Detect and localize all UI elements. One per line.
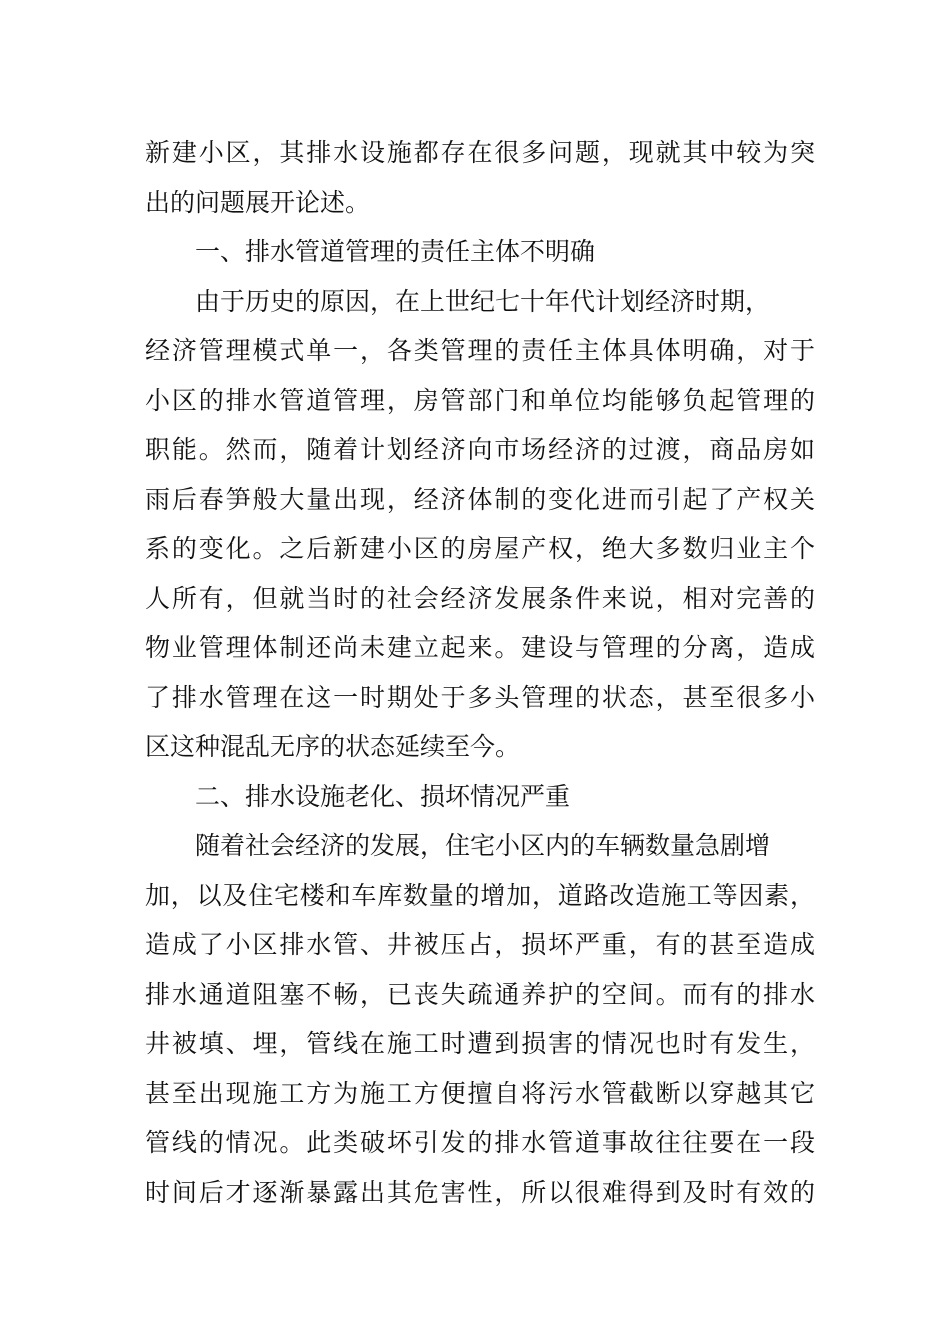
text-line: 时间后才逐渐暴露出其危害性，所以很难得到及时有效的 bbox=[145, 1177, 815, 1207]
text-line: 区这种混乱无序的状态延续至今。 bbox=[145, 732, 521, 761]
text-line: 物业管理体制还尚未建立起来。建设与管理的分离，造成 bbox=[145, 633, 815, 662]
text-line: 排水通道阻塞不畅，已丧失疏通养护的空间。而有的排水 bbox=[145, 979, 815, 1009]
text-line: 管线的情况。此类破坏引发的排水管道事故往往要在一段 bbox=[145, 1128, 815, 1157]
text-line: 人所有，但就当时的社会经济发展条件来说，相对完善的 bbox=[145, 583, 815, 613]
text-line: 职能。然而，随着计划经济向市场经济的过渡，商品房如 bbox=[145, 435, 815, 464]
text-line: 新建小区，其排水设施都存在很多问题，现就其中较为突 bbox=[145, 138, 815, 167]
section-heading-1: 一、排水管道管理的责任主体不明确 bbox=[195, 237, 596, 266]
section-heading-2: 二、排水设施老化、损坏情况严重 bbox=[195, 781, 571, 811]
text-line: 甚至出现施工方为施工方便擅自将污水管截断以穿越其它 bbox=[145, 1078, 815, 1108]
text-line: 出的问题展开论述。 bbox=[145, 187, 371, 217]
text-line: 由于历史的原因，在上世纪七十年代计划经济时期， bbox=[195, 286, 771, 316]
document-body bbox=[145, 128, 815, 1217]
text-line: 系的变化。之后新建小区的房屋产权，绝大多数归业主个 bbox=[145, 534, 815, 563]
text-line: 雨后春笋般大量出现，经济体制的变化进而引起了产权关 bbox=[145, 484, 815, 514]
text-line: 经济管理模式单一，各类管理的责任主体具体明确，对于 bbox=[145, 336, 815, 365]
text-line: 小区的排水管道管理，房管部门和单位均能够负起管理的 bbox=[145, 385, 815, 415]
text-line: 随着社会经济的发展，住宅小区内的车辆数量急剧增 bbox=[195, 831, 771, 860]
text-line: 了排水管理在这一时期处于多头管理的状态，甚至很多小 bbox=[145, 682, 815, 712]
text-line: 加，以及住宅楼和车库数量的增加，道路改造施工等因素， bbox=[145, 880, 815, 910]
text-line: 造成了小区排水管、井被压占，损坏严重，有的甚至造成 bbox=[145, 930, 815, 959]
text-line: 井被填、埋，管线在施工时遭到损害的情况也时有发生， bbox=[145, 1029, 815, 1058]
